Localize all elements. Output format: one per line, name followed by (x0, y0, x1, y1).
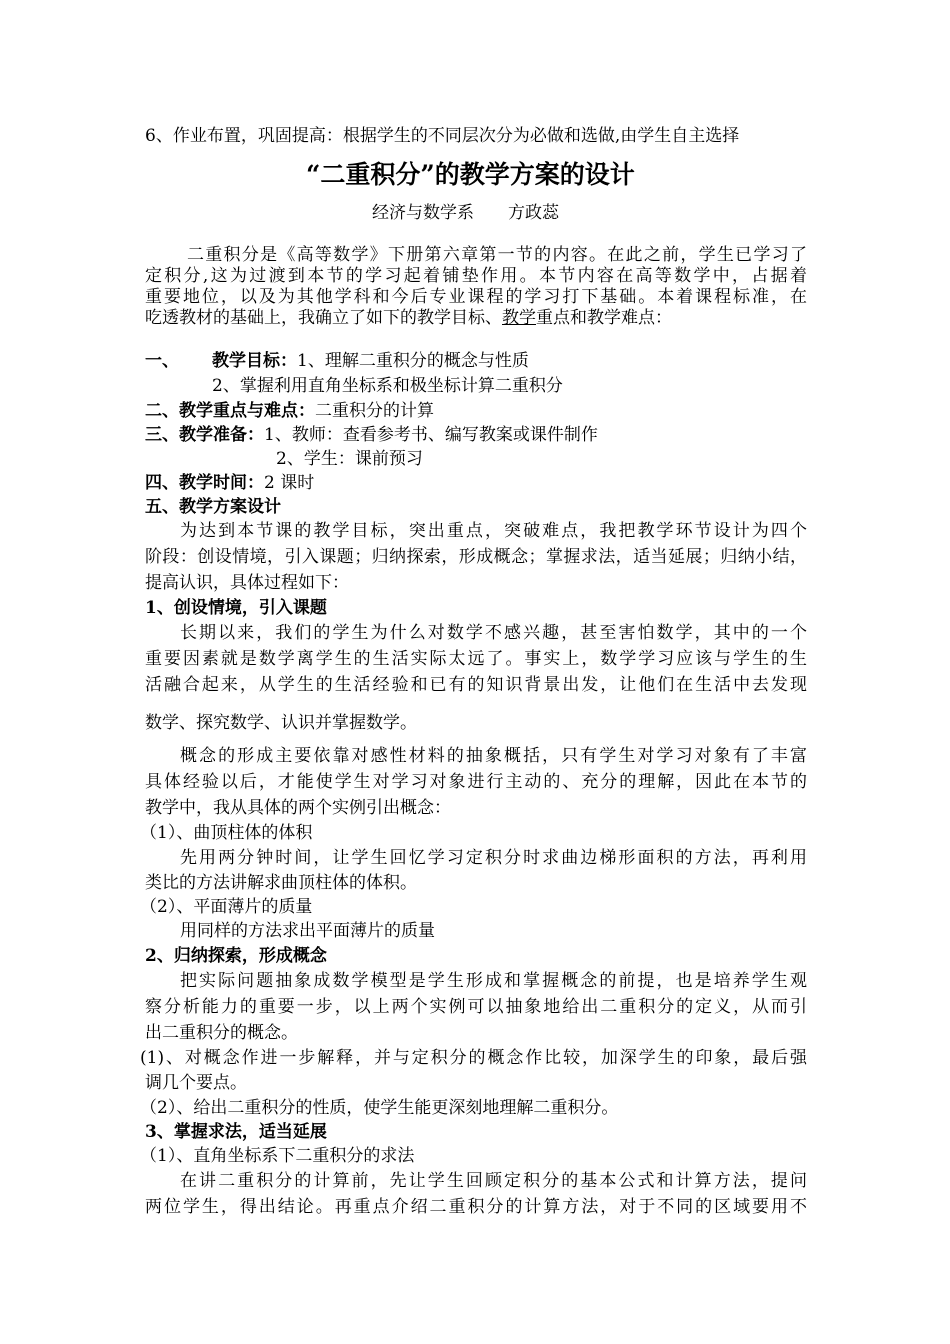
part-3-heading: 3、掌握求法，适当延展 (145, 1122, 327, 1142)
p1b-line-1: 概念的形成主要依靠对感性材料的抽象概括，只有学生对学习对象有了丰富 (180, 746, 807, 766)
section-4-text: 2 课时 (264, 473, 315, 493)
section-4-label: 四、教学时间： (145, 473, 264, 493)
s5-line-3: 提高认识，具体过程如下： (145, 573, 349, 593)
s5-line-1: 为达到本节课的教学目标，突出重点，突破难点，我把教学环节设计为四个 (180, 521, 807, 541)
p2-line-1: 把实际问题抽象成数学模型是学生形成和掌握概念的前提，也是培养学生观 (180, 971, 807, 991)
part-1-heading: 1、创设情境，引入课题 (145, 598, 327, 618)
ex1-line-2: 类比的方法讲解求曲顶柱体的体积。 (145, 873, 417, 893)
intro-line-2: 定积分,这为过渡到本节的学习起着铺垫作用。本节内容在高等数学中，占据着 (145, 266, 807, 286)
section-1-number: 一、 (145, 351, 179, 371)
p2-line-3: 出二重积分的概念。 (145, 1023, 298, 1043)
top-note: 6、作业布置，巩固提高：根据学生的不同层次分为必做和选做,由学生自主选择 (145, 126, 740, 146)
p2-line-2: 察分析能力的重要一步，以上两个实例可以抽象地给出二重积分的定义，从而引 (145, 997, 807, 1017)
author-line (372, 202, 559, 224)
ex2-line-1: 用同样的方法求出平面薄片的质量 (180, 921, 435, 941)
part-3-subheading: （1）、直角坐标系下二重积分的求法 (140, 1146, 415, 1166)
intro-line-3: 重要地位，以及为其他学科和今后专业课程的学习打下基础。本着课程标准，在 (145, 287, 807, 307)
section-3-label: 三、教学准备： (145, 425, 264, 445)
example-1-heading: （1）、曲顶柱体的体积 (140, 823, 313, 843)
part-2-heading: 2、归纳探索，形成概念 (145, 946, 327, 966)
section-1-line (212, 350, 529, 372)
goal-1: 1、理解二重积分的概念与性质 (297, 351, 529, 371)
section-5-heading: 五、教学方案设计 (145, 497, 281, 517)
prep-student: 2、学生：课前预习 (276, 449, 423, 469)
p1-line-4: 数学、探究数学、认识并掌握数学。 (145, 713, 417, 733)
underlined-word: 教学 (502, 308, 536, 328)
p1-line-1: 长期以来，我们的学生为什么对数学不感兴趣，甚至害怕数学，其中的一个 (180, 623, 807, 643)
p2-line-6: （2）、给出二重积分的性质，使学生能更深刻地理解二重积分。 (140, 1098, 619, 1118)
ex1-line-1: 先用两分钟时间，让学生回忆学习定积分时求曲边梯形面积的方法，再利用 (180, 848, 807, 868)
section-3-line (145, 424, 598, 446)
section-2-line (145, 400, 434, 422)
p1-line-3: 活融合起来，从学生的生活经验和已有的知识背景出发，让他们在生活中去发现 (145, 675, 807, 695)
p1-line-2: 重要因素就是数学离学生的生活实际太远了。事实上，数学学习应该与学生的生 (145, 649, 807, 669)
section-1-label: 教学目标： (212, 351, 297, 371)
page-title: “二重积分”的教学方案的设计 (306, 160, 635, 189)
intro-line-1: 二重积分是《高等数学》下册第六章第一节的内容。在此之前，学生已学习了 (187, 245, 807, 265)
p2-line-4: (1)、对概念作进一步解释，并与定积分的概念作比较，加深学生的印象，最后强 (140, 1048, 807, 1068)
prep-teacher: 1、教师：查看参考书、编写教案或课件制作 (264, 425, 598, 445)
example-2-heading: （2）、平面薄片的质量 (140, 897, 313, 917)
section-2-label: 二、教学重点与难点： (145, 401, 315, 421)
author-name: 方政蕊 (508, 203, 559, 223)
goal-2: 2、掌握利用直角坐标系和极坐标计算二重积分 (212, 376, 563, 396)
section-2-text: 二重积分的计算 (315, 401, 434, 421)
p3-line-2: 两位学生，得出结论。再重点介绍二重积分的计算方法，对于不同的区域要用不 (145, 1197, 807, 1217)
author-dept: 经济与数学系 (372, 203, 474, 223)
p2-line-5: 调几个要点。 (145, 1073, 247, 1093)
section-4-line (145, 472, 314, 494)
intro-line-4: 吃透教材的基础上，我确立了如下的教学目标、教学重点和教学难点： (145, 308, 672, 328)
p3-line-1: 在讲二重积分的计算前，先让学生回顾定积分的基本公式和计算方法，提问 (180, 1171, 807, 1191)
p1b-line-2: 具体经验以后，才能使学生对学习对象进行主动的、充分的理解，因此在本节的 (145, 772, 807, 792)
s5-line-2: 阶段：创设情境，引入课题；归纳探索，形成概念；掌握求法，适当延展；归纳小结， (145, 547, 807, 567)
p1b-line-3: 教学中，我从具体的两个实例引出概念： (145, 798, 451, 818)
